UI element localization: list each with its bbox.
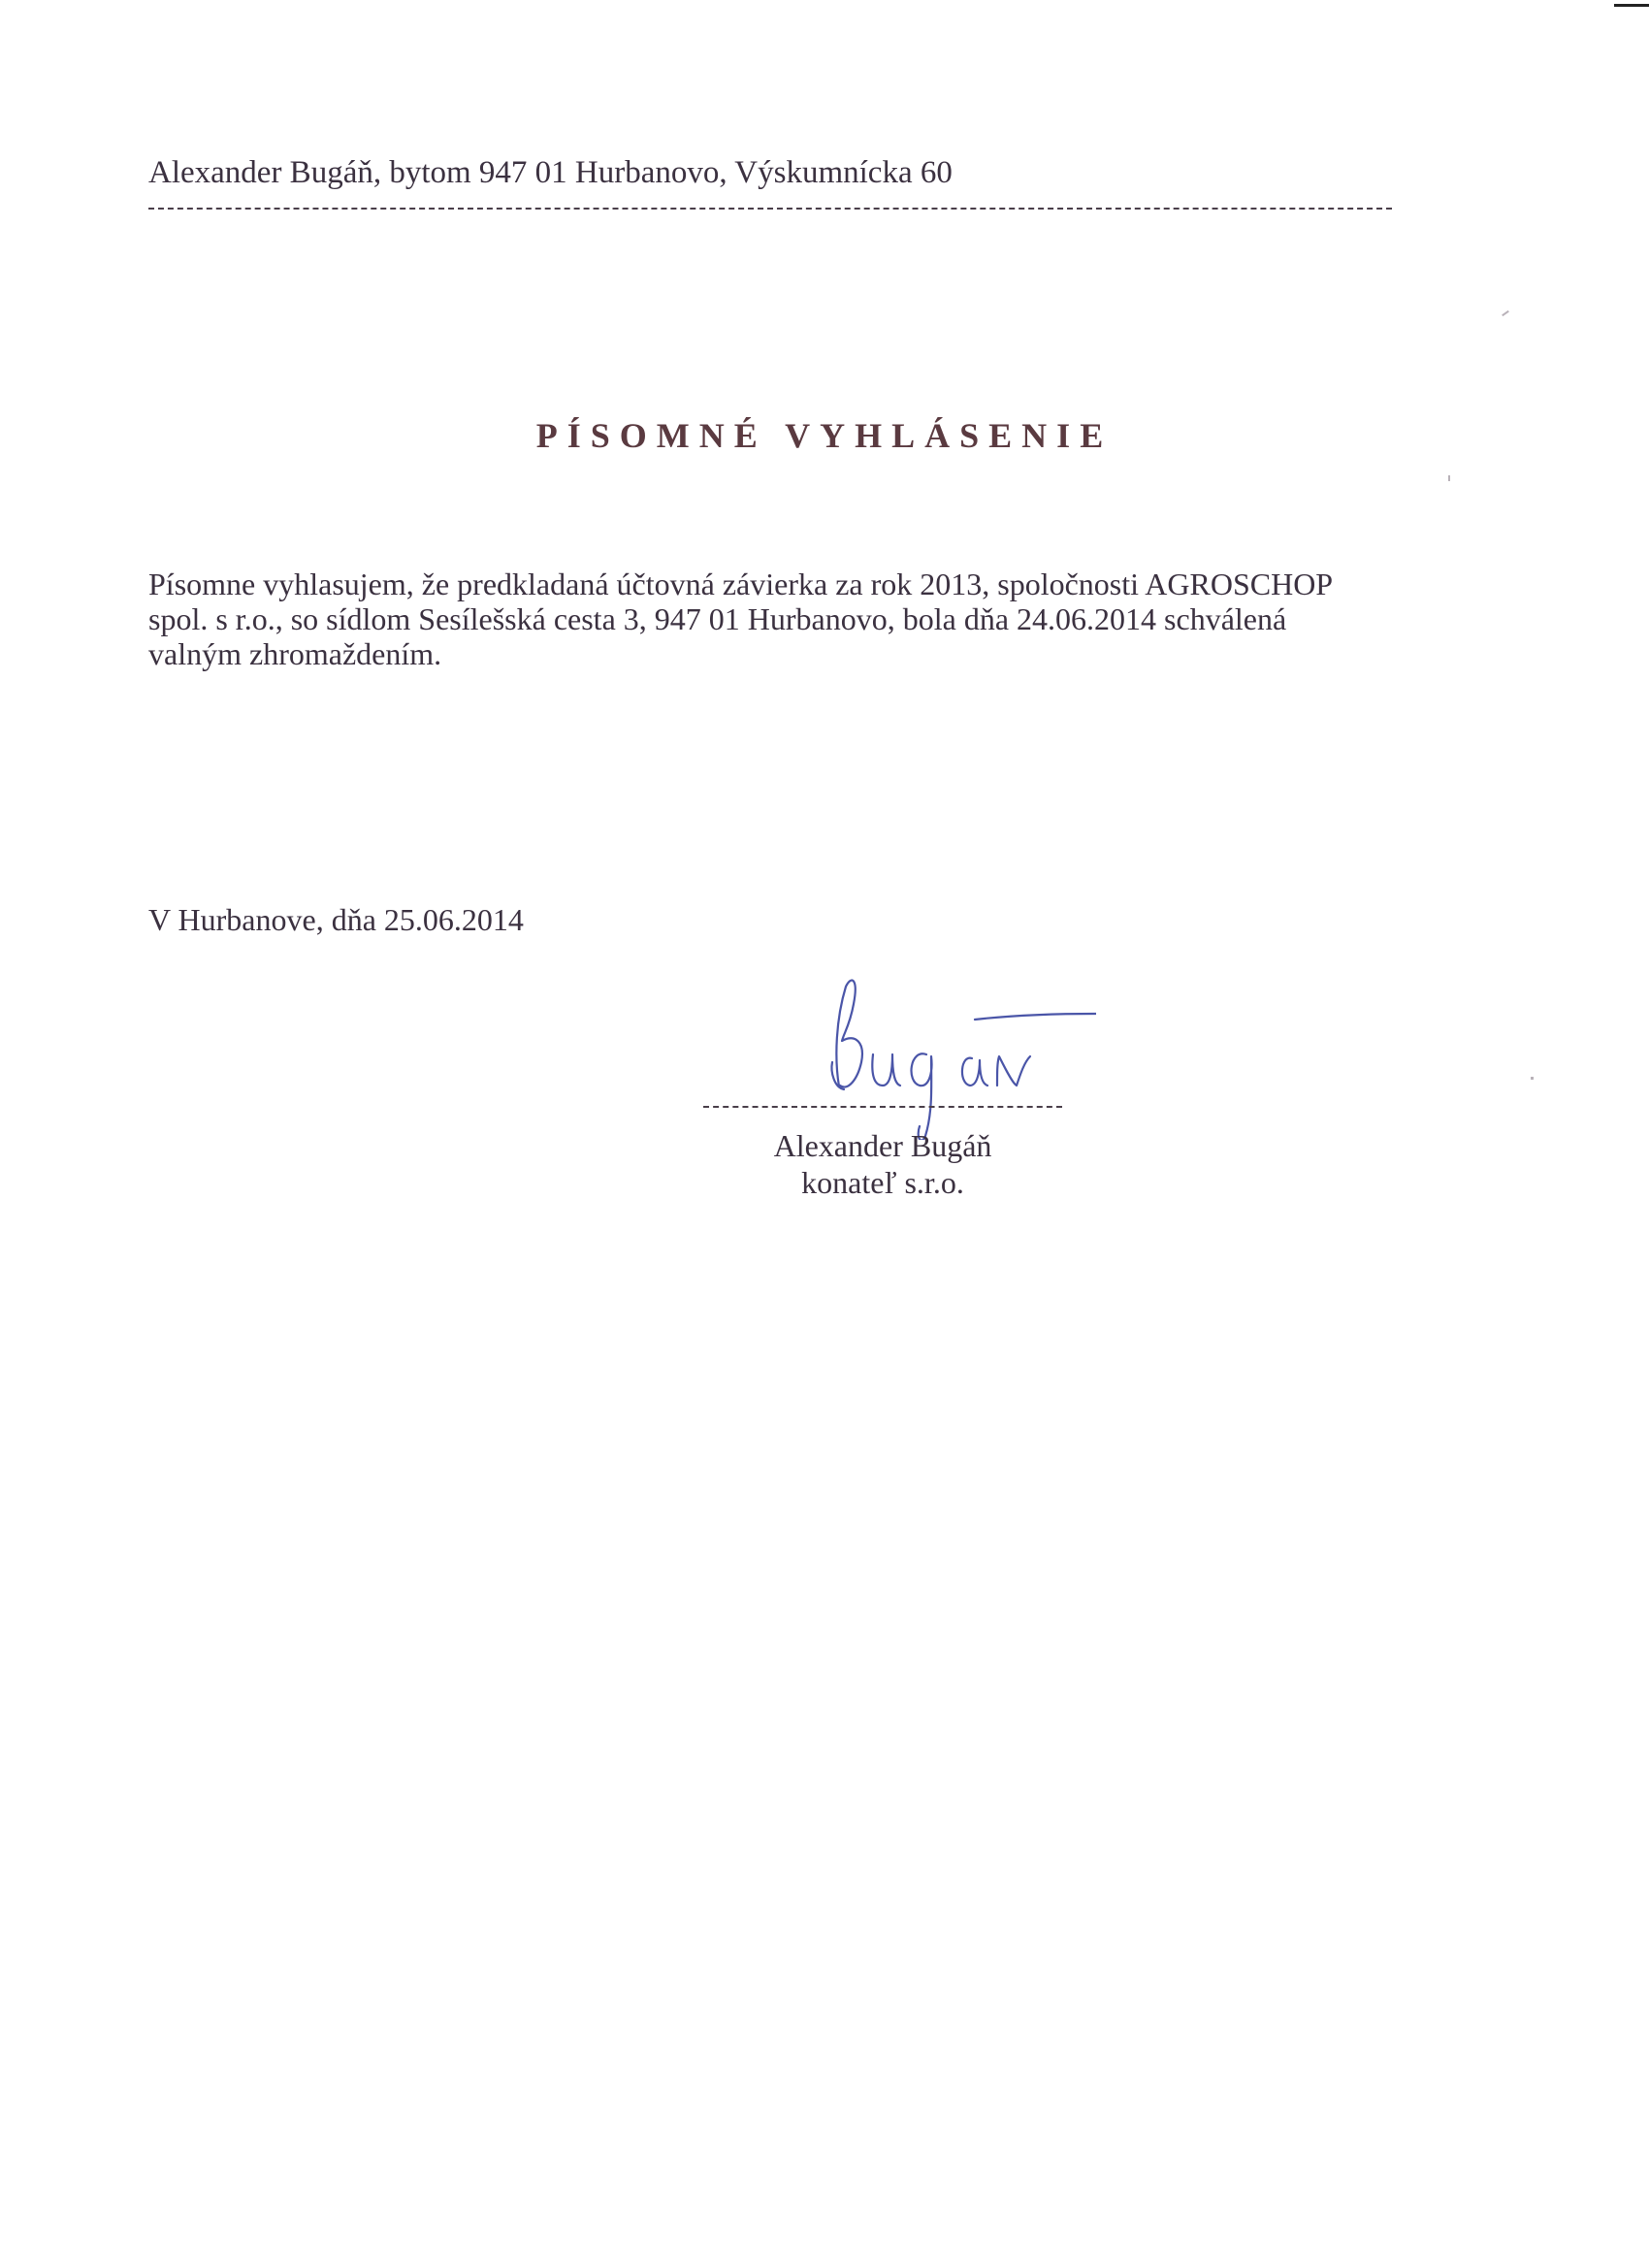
declaration-body [148, 567, 1400, 671]
signature-dashed-rule [703, 1106, 1062, 1108]
author-address-line: Alexander Bugáň, bytom 947 01 Hurbanovo, Výskumnícka 60 [148, 155, 953, 190]
body-line: Písomne vyhlasujem, že predkladaná účtovná závierka za rok 2013, spoločnosti AGROSCHOP [148, 567, 1334, 601]
place-and-date: V Hurbanove, dňa 25.06.2014 [148, 902, 524, 937]
handwritten-signature [805, 965, 1096, 1140]
scan-corner-mark [1614, 4, 1649, 7]
signer-name: Alexander Bugáň [773, 1128, 992, 1163]
scan-speck [1502, 310, 1509, 316]
body-line: spol. s r.o., so sídlom Sesílešská cesta 3, 947 01 Hurbanovo, bola dňa 24.06.2014 schválená [148, 601, 1287, 636]
scan-speck [1448, 475, 1450, 481]
document-title: PÍSOMNÉ VYHLÁSENIE [535, 416, 1114, 455]
body-line: valným zhromaždením. [148, 636, 442, 671]
header-dashed-rule [148, 208, 1392, 210]
signer-role: konateľ s.r.o. [801, 1165, 964, 1200]
scan-speck [1531, 1077, 1534, 1080]
